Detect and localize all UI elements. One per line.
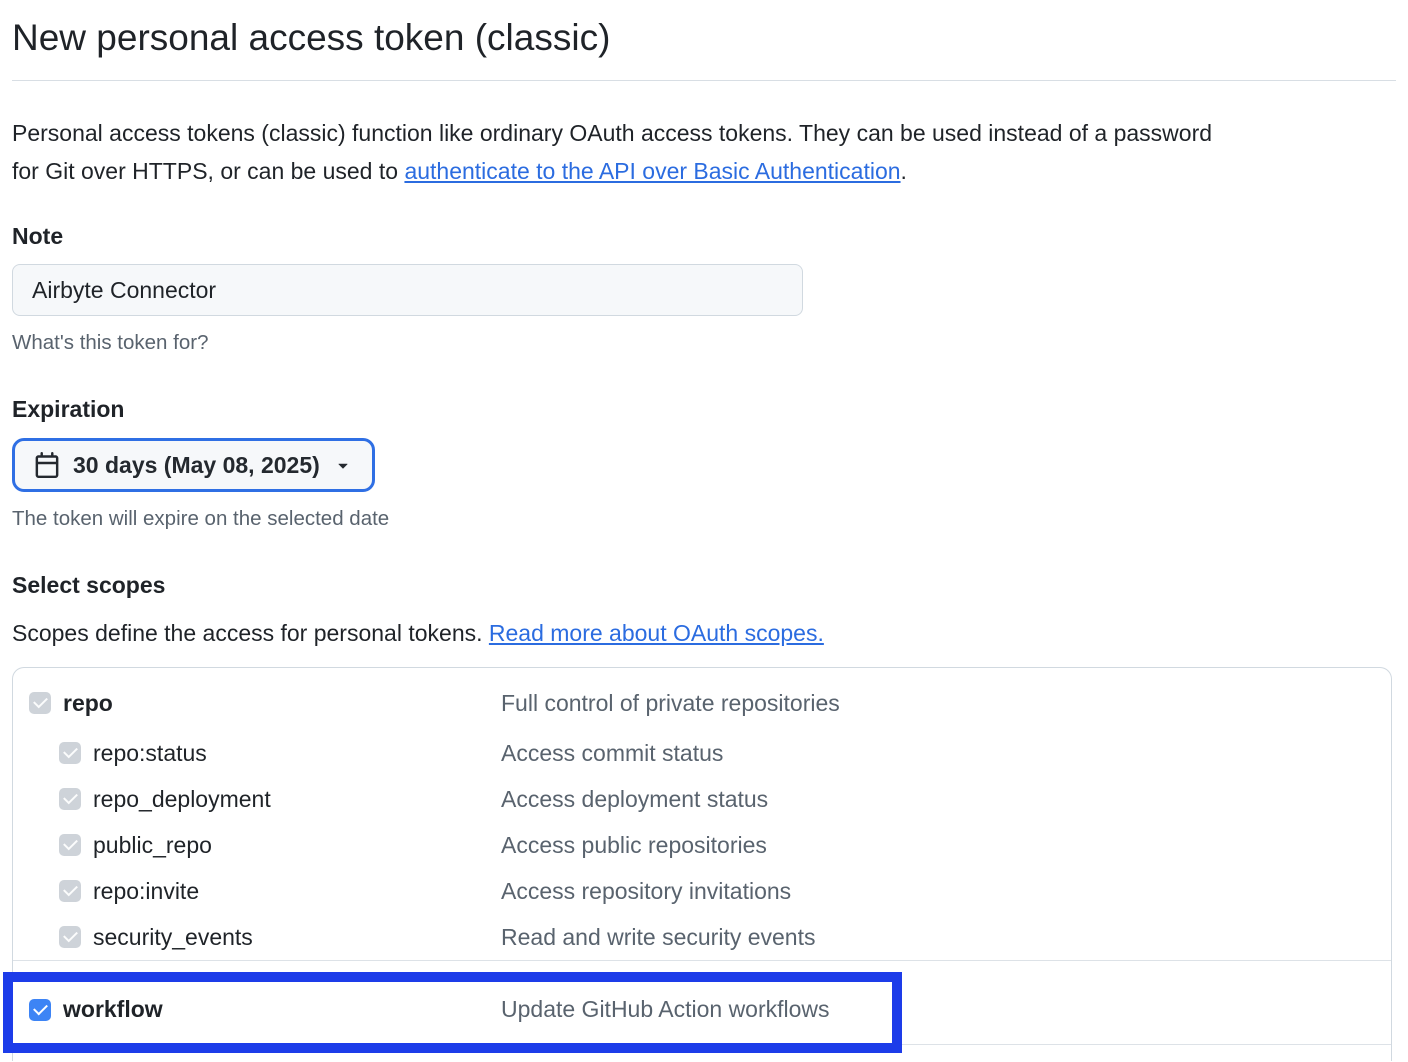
intro-text-line1: Personal access tokens (classic) function like ordinary OAuth access tokens. They can be used instead of a password [12, 120, 1213, 146]
note-help-text: What's this token for? [12, 331, 209, 354]
scope-row-repo [13, 688, 1391, 718]
intro-paragraph [12, 114, 1396, 190]
note-label: Note [12, 223, 64, 249]
checkbox-repo [29, 692, 51, 714]
expiration-label: Expiration [12, 396, 125, 422]
checkbox-repo-invite [59, 880, 81, 902]
scopes-table [12, 667, 1392, 1061]
checkbox-public-repo [59, 834, 81, 856]
checkbox-repo-status [59, 742, 81, 764]
calendar-icon [34, 452, 60, 478]
scope-row-security-events [13, 914, 1391, 960]
scope-row-public-repo [13, 822, 1391, 868]
select-scopes-heading: Select scopes [12, 572, 166, 598]
scope-group-divider [13, 1044, 1391, 1045]
checkbox-workflow[interactable] [29, 999, 51, 1021]
scope-row-repo-deployment [13, 776, 1391, 822]
scope-description: Access deployment status [501, 785, 769, 812]
intro-text-after-link: . [900, 158, 907, 184]
scope-description: Full control of private repositories [501, 689, 840, 716]
scope-name: workflow [63, 996, 163, 1022]
basic-auth-link[interactable]: authenticate to the API over Basic Authentication [404, 158, 901, 184]
scope-description: Access commit status [501, 739, 724, 766]
scope-row-repo-invite [13, 868, 1391, 914]
scope-name: repo_deployment [93, 785, 271, 812]
intro-text-line2: for Git over HTTPS, or can be used to [12, 158, 405, 184]
scope-name: repo:invite [93, 877, 200, 904]
oauth-scopes-link[interactable]: Read more about OAuth scopes. [488, 620, 824, 646]
page-title: New personal access token (classic) [12, 0, 1396, 81]
scope-name: repo:status [93, 739, 207, 766]
scope-description: Access public repositories [501, 831, 767, 858]
checkbox-security-events [59, 926, 81, 948]
scope-description: Read and write security events [501, 923, 816, 950]
checkbox-repo-deployment [59, 788, 81, 810]
scope-description: Update GitHub Action workflows [501, 996, 830, 1022]
scope-row-workflow [13, 961, 1391, 1044]
scope-name: repo [63, 689, 113, 716]
scope-description: Access repository invitations [501, 877, 792, 904]
chevron-down-icon [333, 455, 353, 475]
expiration-dropdown-button[interactable] [12, 438, 375, 492]
scope-row-repo-status [13, 730, 1391, 776]
scope-name: security_events [93, 923, 253, 950]
scopes-description [12, 619, 1396, 647]
scopes-description-text: Scopes define the access for personal tokens. [12, 620, 489, 646]
scope-name: public_repo [93, 831, 212, 858]
note-input[interactable] [12, 264, 803, 316]
expiration-help-text: The token will expire on the selected date [12, 507, 390, 530]
expiration-selected-value: 30 days (May 08, 2025) [73, 451, 320, 478]
